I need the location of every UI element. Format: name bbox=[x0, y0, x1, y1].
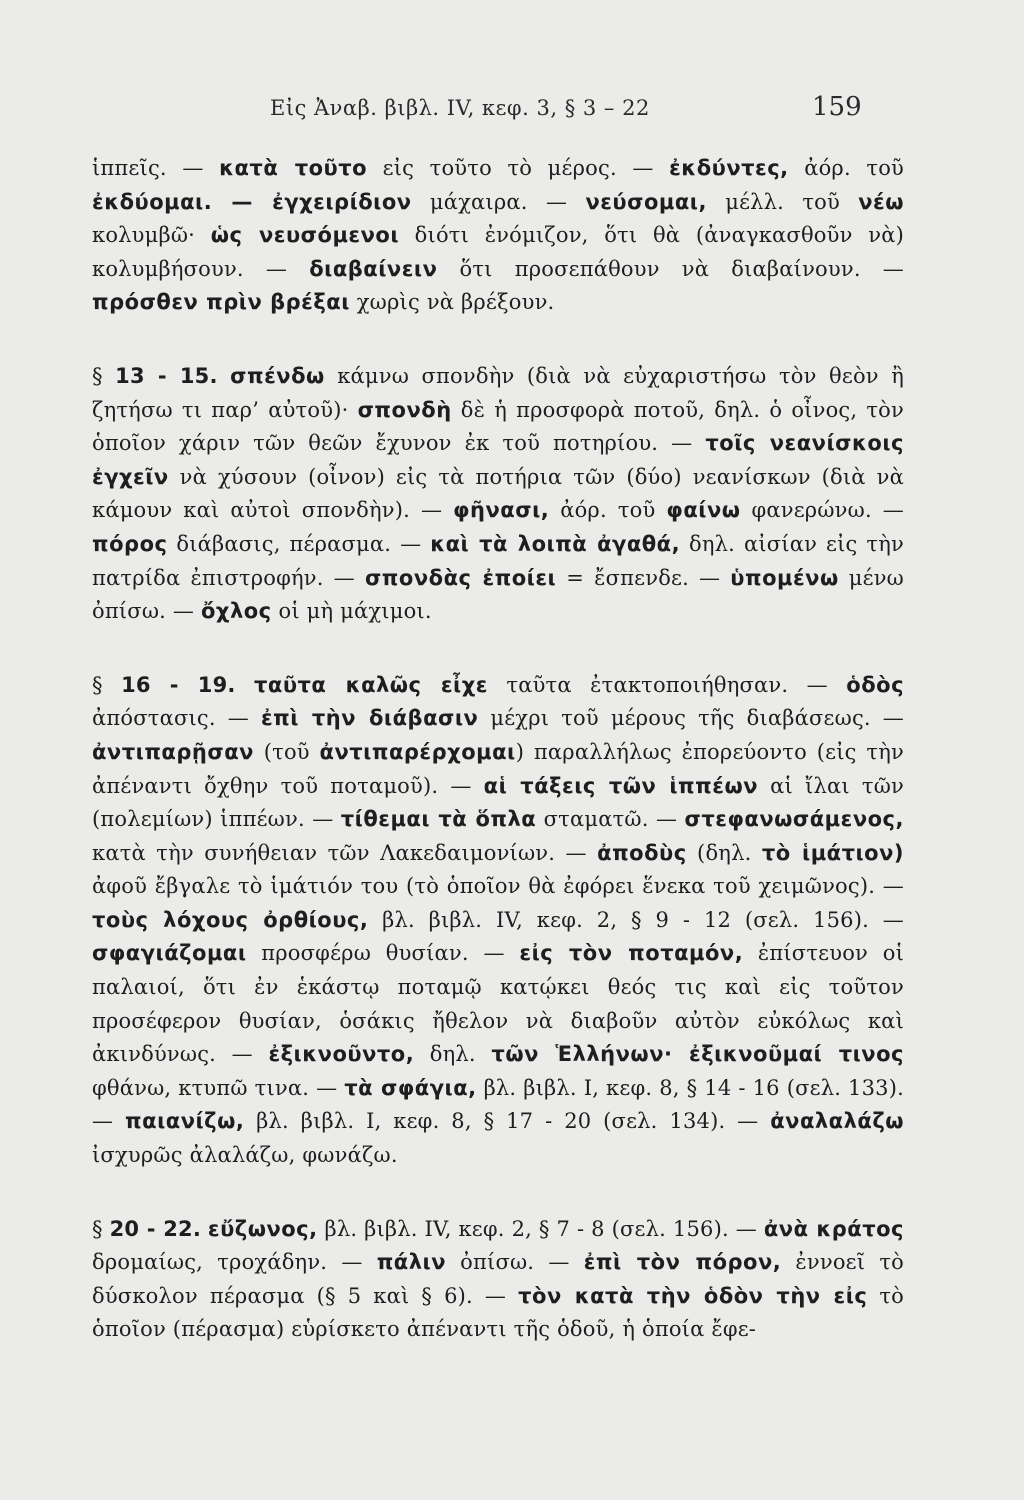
lemma-term: τοῖς νεανίσκοις ἐγχεῖν bbox=[92, 431, 904, 489]
lemma-term: τὰ σφάγια, bbox=[344, 1075, 477, 1100]
lemma-term: ἀντιπαρέρχομαι bbox=[319, 739, 516, 764]
gloss-text: βλ. βιβλ. I, κεφ. 8, § 17 - 20 (σελ. 134). — bbox=[244, 1109, 771, 1134]
gloss-text: ) παραλλήλως ἐπορεύοντο (εἰς τὴν ἀπέναντι ὄχθην τοῦ ποταμοῦ). — bbox=[92, 739, 904, 798]
gloss-text: ἐννοεῖ τὸ δύσκολον πέρασμα (§ 5 καὶ § 6). — bbox=[92, 1250, 904, 1308]
section-number: 16 - 19. bbox=[121, 672, 236, 697]
commentary-paragraph bbox=[92, 1213, 904, 1347]
gloss-text: ταῦτα ἐτακτοποιήθησαν. — bbox=[487, 672, 847, 697]
commentary-paragraph bbox=[92, 360, 904, 629]
gloss-text: βλ. βιβλ. I, κεφ. 8, § 14 - 16 (σελ. 133). — bbox=[92, 1075, 905, 1134]
lemma-term: τίθεμαι τὰ ὅπλα bbox=[340, 807, 537, 832]
lemma-term: ἐκδύομαι. — ἐγχειρίδιον bbox=[92, 189, 412, 214]
lemma-term: σπονδὴ bbox=[357, 397, 452, 422]
gloss-text bbox=[201, 1217, 208, 1241]
gloss-text: ἀόρ. τοῦ bbox=[549, 498, 667, 523]
gloss-text: δηλ. αἰσίαν εἰς τὴν πατρίδα ἐπιστροφήν. — bbox=[92, 531, 904, 590]
gloss-text bbox=[218, 364, 230, 388]
lemma-term: πρόσθεν πρὶν βρέξαι bbox=[92, 290, 350, 315]
lemma-term: κατὰ τοῦτο bbox=[219, 156, 368, 180]
gloss-text: νὰ χύσουν (οἶνον) εἰς τὰ ποτήρια τῶν (δύο) νεανίσκων (διὰ νὰ κάμουν καὶ αὐτοὶ σπονδὴν). — bbox=[92, 464, 904, 523]
page-number: 159 bbox=[812, 92, 862, 122]
gloss-text: εἰς τοῦτο τὸ μέρος. — bbox=[367, 156, 670, 180]
gloss-text: βλ. βιβλ. IV, κεφ. 2, § 7 - 8 (σελ. 156). — bbox=[317, 1216, 764, 1241]
gloss-text: = ἔσπενδε. — bbox=[556, 565, 731, 590]
lemma-term: πάλιν bbox=[376, 1250, 447, 1275]
gloss-text: δρομαίως, τροχάδην. — bbox=[92, 1250, 377, 1275]
lemma-term: ὑπομένω bbox=[730, 565, 839, 590]
gloss-text: φθάνω, κτυπῶ τινα. — bbox=[92, 1075, 345, 1100]
lemma-term: ἐκδύντες, bbox=[669, 156, 789, 180]
lemma-term: σφαγιάζομαι bbox=[92, 941, 247, 966]
gloss-text: τὸ ὁποῖον (πέρασμα) εὑρίσκετο ἀπέναντι τῆς ὁδοῦ, ἡ ὁποία ἔφε- bbox=[92, 1283, 904, 1342]
gloss-text: ἀόρ. τοῦ bbox=[788, 156, 905, 180]
lemma-term: διαβαίνειν bbox=[309, 256, 438, 281]
gloss-text: § bbox=[92, 672, 122, 697]
gloss-text: δὲ ἡ προσφορὰ ποτοῦ, δηλ. ὁ οἶνος, τὸν ὁποῖον χάριν τῶν θεῶν ἔχυνον ἐκ τοῦ ποτηρίου. — bbox=[92, 397, 904, 456]
running-head: Εἰς Ἀναβ. βιβλ. IV, κεφ. 3, § 3 – 22 bbox=[270, 96, 650, 120]
lemma-term: ἐπὶ τὴν διάβασιν bbox=[260, 706, 479, 731]
lemma-term: νεύσομαι, bbox=[585, 189, 707, 214]
commentary-body bbox=[92, 152, 904, 1387]
gloss-text: διότι ἐνόμιζον, ὅτι θὰ (ἀναγκασθοῦν νὰ) κολυμβήσουν. — bbox=[92, 223, 904, 281]
page-header bbox=[0, 92, 1024, 132]
gloss-text bbox=[236, 673, 254, 697]
gloss-text: σταματῶ. — bbox=[536, 807, 685, 832]
gloss-text: ἀπόστασις. — bbox=[92, 706, 261, 731]
gloss-text: ὀπίσω. — bbox=[446, 1250, 584, 1275]
gloss-text: κολυμβῶ· bbox=[92, 223, 211, 248]
gloss-text: μάχαιρα. — bbox=[411, 189, 586, 214]
lemma-term: ταῦτα καλῶς εἶχε bbox=[253, 672, 488, 697]
gloss-text: μέχρι τοῦ μέρους τῆς διαβάσεως. — bbox=[478, 706, 905, 731]
lemma-term: τὸν κατὰ τὴν ὁδὸν τὴν εἰς bbox=[518, 1283, 868, 1308]
gloss-text: χωρὶς νὰ βρέξουν. bbox=[349, 290, 555, 315]
lemma-term: ἀνὰ κράτος bbox=[763, 1216, 904, 1241]
lemma-term: τοὺς λόχους ὀρθίους, bbox=[92, 907, 369, 932]
lemma-term: φῆνασι, bbox=[453, 498, 550, 523]
lemma-term: νέω bbox=[858, 189, 904, 214]
lemma-term: παιανίζω, bbox=[125, 1109, 245, 1134]
gloss-text: § bbox=[92, 363, 116, 388]
lemma-term: φαίνω bbox=[666, 498, 741, 523]
lemma-term: ἐξικνοῦντο, bbox=[268, 1042, 415, 1067]
lemma-term: αἱ τάξεις τῶν ἱππέων bbox=[483, 773, 759, 798]
gloss-text: ἐπίστευον οἱ παλαιοί, ὅτι ἐν ἑκάστῳ ποταμῷ κατῴκει θεός τις καὶ εἰς τοῦτον προσέφερον θυσίαν, ὁσάκις ἤθελον νὰ διαβοῦν αὐτὸν εὐκόλως καὶ ἀκινδύνως. — bbox=[92, 941, 905, 1067]
gloss-text: διάβασις, πέρασμα. — bbox=[167, 531, 431, 556]
lemma-term: ὡς νευσόμενοι bbox=[210, 223, 400, 248]
gloss-text: δηλ. bbox=[414, 1042, 492, 1067]
gloss-text: § bbox=[92, 1216, 110, 1241]
lemma-term: ὄχλος bbox=[200, 599, 272, 624]
lemma-term: τὸ ἱμάτιον) bbox=[761, 840, 904, 865]
lemma-term: σπένδω bbox=[230, 363, 325, 388]
gloss-text: προσφέρω θυσίαν. — bbox=[246, 941, 520, 966]
gloss-text: κατὰ τὴν συνήθειαν τῶν Λακεδαιμονίων. — bbox=[92, 840, 598, 865]
gloss-text: (δηλ. bbox=[686, 840, 762, 865]
gloss-text: ἀφοῦ ἔβγαλε τὸ ἱμάτιόν του (τὸ ὁποῖον θὰ ἐφόρει ἕνεκα τοῦ χειμῶνος). — bbox=[92, 874, 904, 899]
gloss-text: οἱ μὴ μάχιμοι. bbox=[271, 599, 432, 624]
lemma-term: σπονδὰς ἐποίει bbox=[364, 565, 557, 590]
gloss-text: ἰσχυρῶς ἀλαλάζω, φωνάζω. bbox=[92, 1143, 398, 1168]
lemma-term: ἐπὶ τὸν πόρον, bbox=[583, 1250, 782, 1275]
gloss-text: βλ. βιβλ. IV, κεφ. 2, § 9 - 12 (σελ. 156). — bbox=[368, 907, 904, 932]
lemma-term: καὶ τὰ λοιπὰ ἀγαθά, bbox=[430, 531, 681, 556]
section-number: 13 - 15. bbox=[115, 363, 218, 388]
gloss-text: φανερώνω. — bbox=[740, 498, 904, 523]
lemma-term: τῶν Ἑλλήνων· ἐξικνοῦμαί τινος bbox=[491, 1042, 904, 1067]
gloss-text: αἱ ἴλαι τῶν (πολεμίων) ἱππέων. — bbox=[92, 773, 904, 832]
lemma-term: ἀντιπαρῇσαν bbox=[92, 739, 254, 764]
section-number: 20 - 22. bbox=[109, 1216, 202, 1241]
gloss-text: μέλλ. τοῦ bbox=[706, 189, 859, 214]
gloss-text: κάμνω σπονδὴν (διὰ νὰ εὐχαριστήσω τὸν θεὸν ἢ ζητήσω τι παρ’ αὐτοῦ)· bbox=[92, 363, 904, 422]
commentary-paragraph bbox=[92, 669, 904, 1173]
commentary-paragraph bbox=[92, 152, 904, 320]
lemma-term: ἀναλαλάζω bbox=[770, 1109, 904, 1134]
gloss-text: μένω ὀπίσω. — bbox=[92, 565, 904, 624]
lemma-term: πόρος bbox=[92, 531, 168, 556]
gloss-text: ἱππεῖς. — bbox=[92, 156, 220, 180]
lemma-term: στεφανωσάμενος, bbox=[684, 807, 904, 832]
lemma-term: εὔζωνος, bbox=[207, 1216, 318, 1241]
lemma-term: ὁδὸς bbox=[846, 672, 905, 697]
lemma-term: ἀποδὺς bbox=[597, 840, 687, 865]
lemma-term: εἰς τὸν ποταμόν, bbox=[519, 941, 744, 966]
gloss-text: ὅτι προσεπάθουν νὰ διαβαίνουν. — bbox=[437, 256, 904, 281]
gloss-text: (τοῦ bbox=[253, 739, 320, 764]
